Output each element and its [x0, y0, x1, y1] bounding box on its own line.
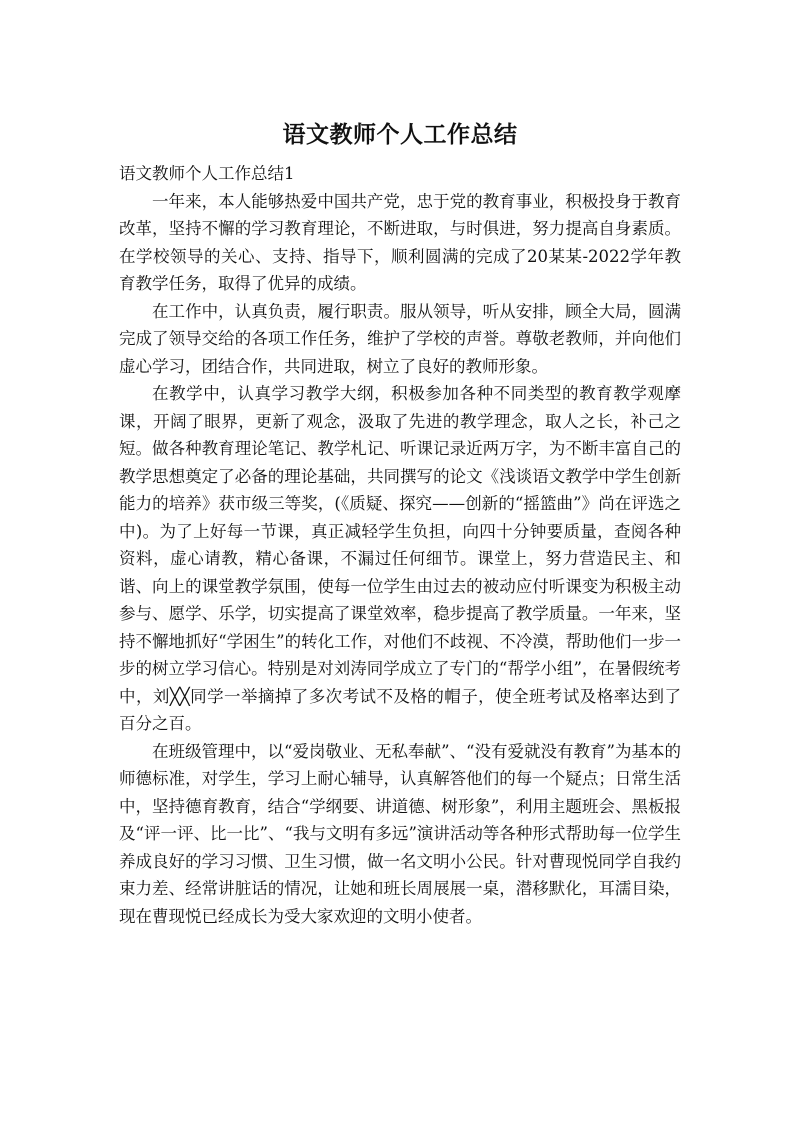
paragraph-4: 在班级管理中，以“爱岗敬业、无私奉献”、“没有爱就没有教育”为基本的师德标准，对学生，学习上耐心辅导，认真解答他们的每一个疑点；日常生活中，坚持德育教育，结合“学纲要、讲道德、树形象”，利用主题班会、黑板报及“评一评、比一比”、“我与文明有多远”演讲活动等各种形式帮助每一位学生养成良好的学习习惯、卫生习惯，做一名文明小公民。针对曹现悦同学自我约束力差、经常讲脏话的情况，让她和班长周展展一桌，潜移默化，耳濡目染，现在曹现悦已经成长为受大家欢迎的文明小使者。	[119, 741, 681, 926]
document-body	[119, 160, 681, 930]
paragraph-1: 一年来，本人能够热爱中国共产党，忠于党的教育事业，积极投身于教育改革，坚持不懈的学习教育理论，不断进取，与时俱进，努力提高自身素质。在学校领导的关心、支持、指导下，顺利圆满的完成了20某某-2022学年教育教学任务，取得了优异的成绩。	[119, 191, 681, 293]
paragraph-3: 在教学中，认真学习教学大纲，积极参加各种不同类型的教育教学观摩课，开阔了眼界，更新了观念，汲取了先进的教学理念，取人之长，补己之短。做各种教育理论笔记、教学札记、听课记录近两万字，为不断丰富自己的教学思想奠定了必备的理论基础，共同撰写的论文《浅谈语文教学中学生创新能力的培养》获市级三等奖，(《质疑、探究——创新的“摇篮曲”》尚在评选之中)。为了上好每一节课，真正减轻学生负担，向四十分钟要质量，查阅各种资料，虚心请教，精心备课，不漏过任何细节。课堂上，努力营造民主、和谐、向上的课堂教学氛围，使每一位学生由过去的被动应付听课变为积极主动参与、愿学、乐学，切实提高了课堂效率，稳步提高了教学质量。一年来，坚持不懈地抓好“学困生”的转化工作，对他们不歧视、不冷漠，帮助他们一步一步的树立学习信心。特别是对刘涛同学成立了专门的“帮学小组”，在暑假统考中，刘╳╳同学一举摘掉了多次考试不及格的帽子，使全班考试及格率达到了百分之百。	[119, 384, 681, 733]
paragraph-2: 在工作中，认真负责，履行职责。服从领导，听从安排，顾全大局，圆满完成了领导交给的各项工作任务，维护了学校的声誉。尊敬老教师，并向他们虚心学习，团结合作，共同进取，树立了良好的教师形象。	[119, 301, 681, 376]
document-title: 语文教师个人工作总结	[282, 122, 518, 148]
section-heading: 语文教师个人工作总结1	[119, 164, 295, 183]
